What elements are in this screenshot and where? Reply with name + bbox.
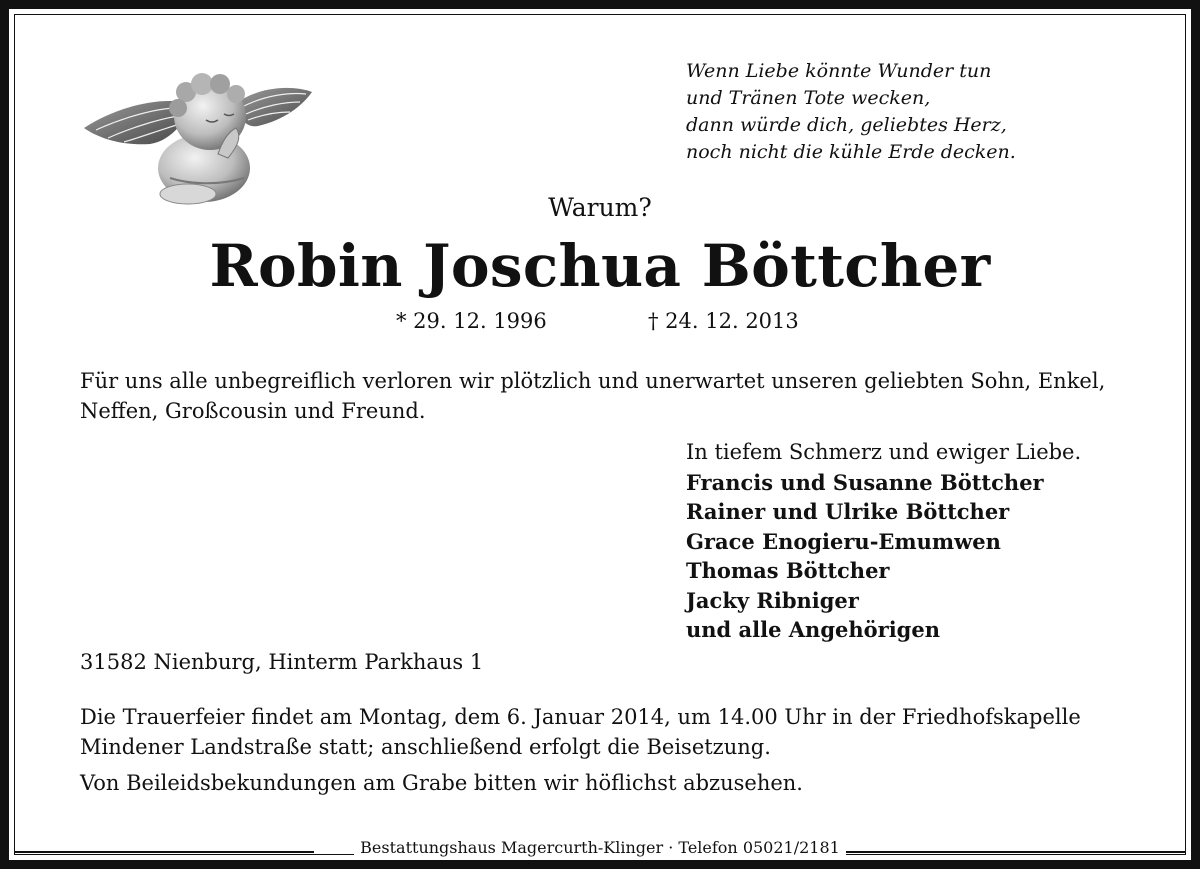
cherub-angel-icon [78, 62, 314, 208]
intro-text: Für uns alle unbegreiflich verloren wir plötzlich und unerwartet unseren geliebten Sohn, Enkel, Neffen, Großcousin und Freund. [80, 369, 1106, 423]
mourner-name: Thomas Böttcher [686, 558, 890, 583]
family-address: 31582 Nienburg, Hinterm Parkhaus 1 [80, 650, 484, 674]
poem-line: dann würde dich, geliebtes Herz, [686, 114, 1007, 136]
question-heading: Warum? [548, 193, 652, 222]
funeral-home-contact: Bestattungshaus Magercurth-Klinger · Telefon 05021/2181 [354, 838, 846, 857]
deceased-name: Robin Joschua Böttcher [209, 232, 991, 300]
mourner-name: und alle Angehörigen [686, 617, 940, 642]
poem-line: noch nicht die kühle Erde decken. [686, 141, 1016, 163]
mourner-name: Jacky Ribniger [686, 587, 859, 613]
poem [686, 58, 1016, 166]
mourner-name: Grace Enogieru-Emumwen [686, 528, 1001, 554]
funeral-notice: Die Trauerfeier findet am Montag, dem 6. Januar 2014, um 14.00 Uhr in der Friedhofskapelle Mindener Landstraße statt; anschließend erfolgt die Beisetzung. [80, 705, 1081, 759]
signature-lead: In tiefem Schmerz und ewiger Liebe. [686, 440, 1082, 464]
mourner-name: Rainer und Ulrike Böttcher [686, 499, 1010, 524]
condolence-request: Von Beileidsbekundungen am Grabe bitten wir höflichst abzusehen. [80, 771, 803, 795]
death-date: † 24. 12. 2013 [648, 309, 799, 333]
poem-line: Wenn Liebe könnte Wunder tun [686, 60, 992, 82]
birth-date: * 29. 12. 1996 [396, 309, 547, 333]
signature-block [686, 438, 1081, 645]
mourner-name: Francis und Susanne Böttcher [686, 469, 1044, 495]
funeral-home-footer [0, 838, 1200, 857]
poem-line: und Tränen Tote wecken, [686, 87, 931, 109]
